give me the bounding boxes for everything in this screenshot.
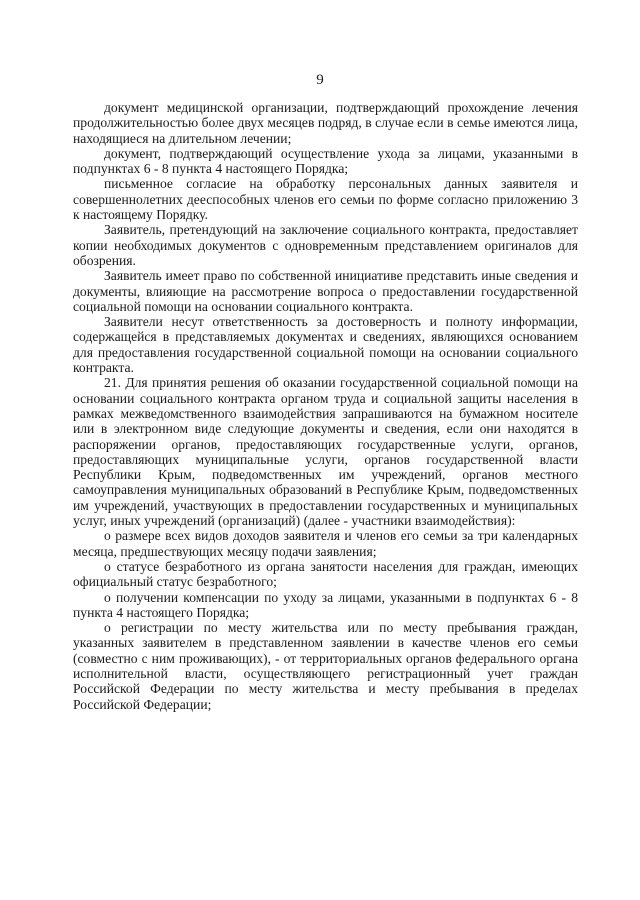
list-item-unemployment: о статусе безработного из органа занятости населения для граждан, имеющих официальный статус безработного; <box>73 558 578 590</box>
paragraph-responsibility: Заявители несут ответственность за достоверность и полноту информации, содержащейся в представляемых документах и сведениях, являющихся основанием для предоставления государственной социальной помощи на основании социального контракта. <box>73 314 578 376</box>
paragraph-medical-document: документ медицинской организации, подтверждающий прохождение лечения продолжительностью более двух месяцев подряд, в случае если в семье имеются лица, находящиеся на длительном лечении; <box>73 100 578 146</box>
paragraph-care-document: документ, подтверждающий осуществление ухода за лицами, указанными в подпунктах 6 - 8 пункта 4 настоящего Порядка; <box>73 145 578 177</box>
list-item-care-compensation: о получении компенсации по уходу за лицами, указанными в подпунктах 6 - 8 пункта 4 настоящего Порядка; <box>73 589 578 620</box>
paragraph-consent: письменное согласие на обработку персональных данных заявителя и совершеннолетних дееспособных членов его семьи по форме согласно приложению 3 к настоящему Порядку. <box>73 176 578 223</box>
paragraph-own-initiative: Заявитель имеет право по собственной инициативе представить иные сведения и документы, влияющие на рассмотрение вопроса о предоставлении государственной социальной помощи на основании социального контракта. <box>73 268 578 314</box>
paragraph-clause-21: 21. Для принятия решения об оказании государственной социальной помощи на основании социального контракта органом труда и социальной защиты населения в рамках межведомственного взаимодействия запрашиваются на бумажном носителе или в электронном виде следующие документы и сведения, если они находятся в распоряжении органов, предоставляющих государственные услуги, органов, предоставляющих муниципальные услуги, органов государственной власти Республики Крым, подведомственных им учреждений, органов местного самоуправления муниципальных образований в Республике Крым, подведомственных им учреждений, участвующих в предоставлении государственных и муниципальных услуг, иных учреждений (организаций) (далее - участники взаимодействия): <box>73 375 578 529</box>
page-number: 9 <box>316 72 324 88</box>
document-body <box>73 100 578 712</box>
paragraph-copies: Заявитель, претендующий на заключение социального контракта, предоставляет копии необходимых документов с одновременным представлением оригиналов для обозрения. <box>73 222 578 268</box>
list-item-income: о размере всех видов доходов заявителя и членов его семьи за три календарных месяца, предшествующих месяцу подачи заявления; <box>73 528 578 559</box>
list-item-registration: о регистрации по месту жительства или по месту пребывания граждан, указанных заявителем в представленном заявлении в качестве членов его семьи (совместно с ним проживающих), - от территориальных органов федерального органа исполнительной власти, осуществляющего регистрационный учет граждан Российской Федерации по месту жительства и месту пребывания в пределах Российской Федерации; <box>73 620 578 712</box>
